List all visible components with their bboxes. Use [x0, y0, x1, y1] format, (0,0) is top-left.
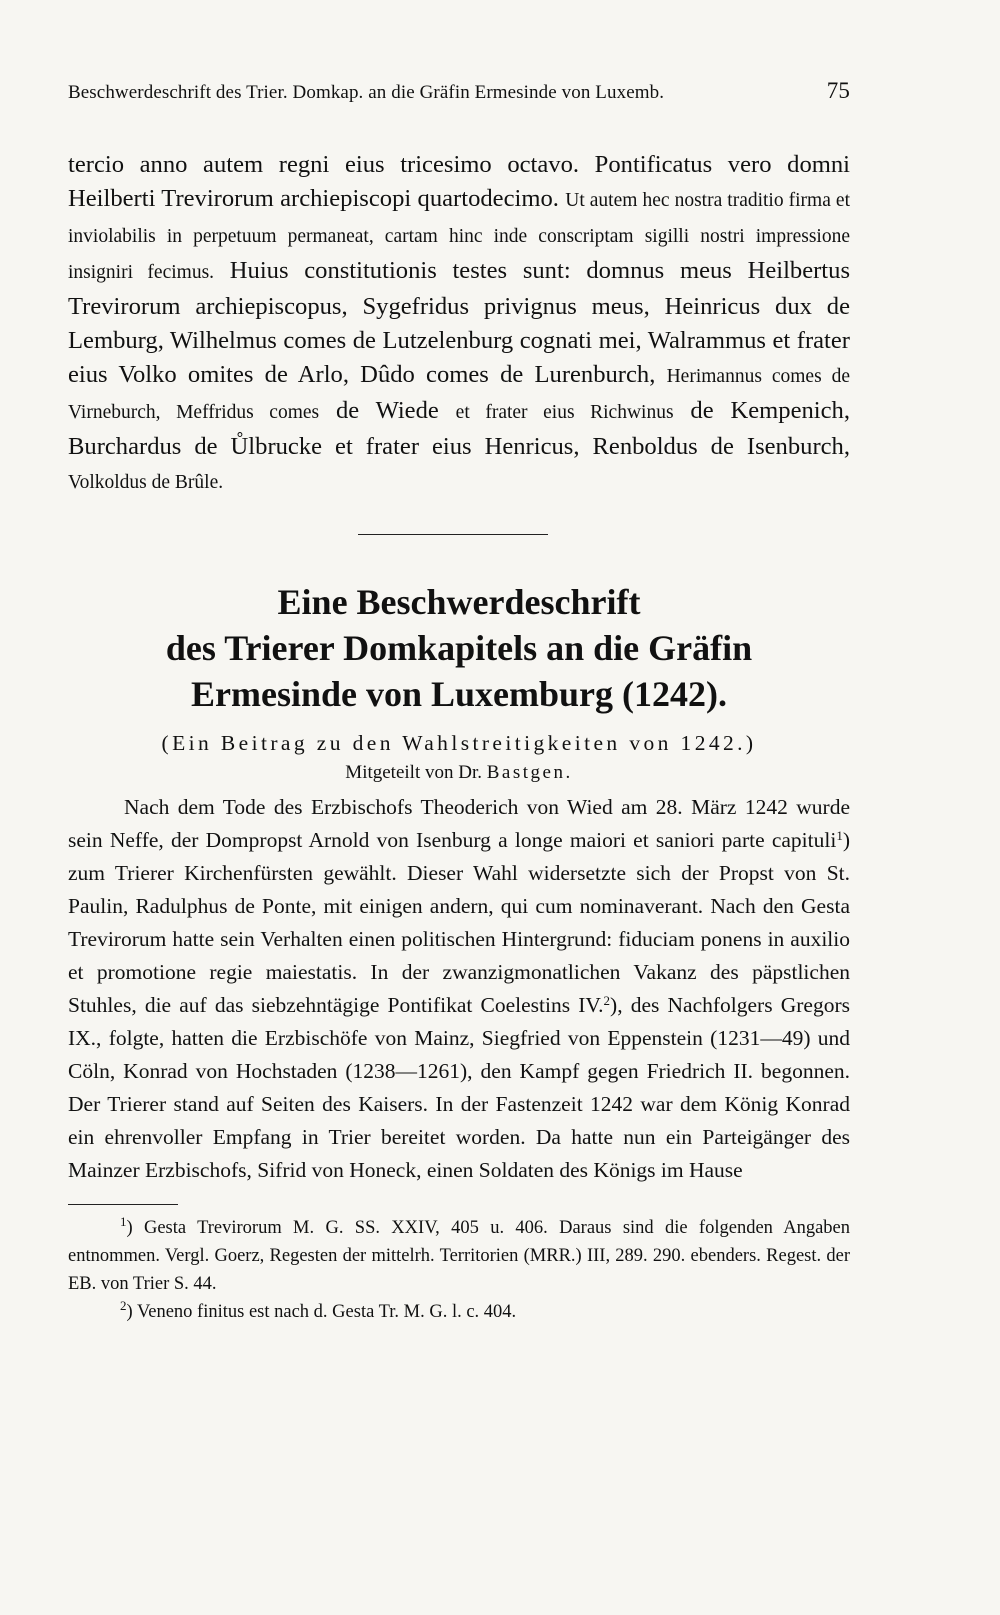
article-title-line: Ermesinde von Luxemburg (1242). — [190, 674, 727, 714]
charter-segment: de Kempenich, Burchardus de Ůlbrucke et frater eius Henricus, Renboldus de Isenburch, — [68, 397, 850, 460]
footnote-ref: 2 — [603, 993, 611, 1008]
footnote-marker: 2 — [120, 1298, 127, 1313]
author-line — [68, 761, 850, 785]
footnote-text: ) Veneno finitus est nach d. Gesta Tr. M. G. l. c. 404. — [126, 1302, 517, 1322]
section-separator — [358, 534, 548, 535]
page-number: 75 — [826, 78, 850, 103]
charter-segment-small: Ut autem hec nostra traditio firma et inviolabilis in perpetuum permaneat, cartam hinc inde conscriptam sigilli nostri impressione insigniri fecimus. — [68, 190, 850, 283]
running-head-title: Beschwerdeschrift des Trier. Domkap. an die Gräfin Ermesinde von Luxemb. — [68, 82, 665, 103]
charter-segment: Huius constitutionis testes sunt: domnus meus Heilbertus Trevirorum archiepiscopus, Sygefridus privignus meus, Heinricus dux de Lemburg, Wilhelmus comes de Lutzelenburg cognati mei, Walrammus et frater eius Volko omites de Arlo, Dûdo comes de Lurenburch, — [68, 257, 851, 388]
footnote-rule — [68, 1204, 178, 1205]
charter-segment: tercio anno autem regni eius tricesimo octavo. Pontificatus vero domni Heilberti Trevirorum archiepiscopi quartodecimo. — [68, 151, 850, 212]
author-name: Bastgen. — [486, 762, 573, 783]
body-paragraph — [68, 791, 850, 1187]
charter-segment-small: Volkoldus de Brûle. — [68, 472, 224, 493]
article-title — [68, 579, 850, 717]
body-text-part: ) zum Trierer Kirchenfürsten gewählt. Dieser Wahl widersetzte sich der Propst von St. Paulin, Radulphus de Ponte, mit einigen andern, qui cum nominaverant. Nach den Gesta Trevirorum hatte sein Verhalten einen politischen Hintergrund: fiduciam ponens in auxilio et promotione regie maiestatis. In der zwanzigmonatlichen Vakanz des päpstlichen Stuhles, die auf das siebzehntägige Pontifikat Coelestins IV. — [68, 828, 850, 1017]
charter-segment: de Wiede — [335, 397, 439, 424]
body-text-part: ), des Nachfolgers Gregors IX., folgte, hatten die Erzbischöfe von Mainz, Siegfried von Eppenstein (1231—49) und Cöln, Konrad von Hochstaden (1238—1261), den Kampf gegen Friedrich II. begonnen. Der Trierer stand auf Seiten des Kaisers. In der Fastenzeit 1242 war dem König Konrad ein ehrenvoller Empfang in Trier bereitet worden. Da hatte nun ein Parteigänger des Mainzer Erzbischofs, Sifrid von Honeck, einen Soldaten des Königs im Hause — [68, 993, 850, 1182]
footnote — [68, 1214, 850, 1298]
footnote-text: ) Gesta Trevirorum M. G. SS. XXIV, 405 u. 406. Daraus sind die folgenden Angaben entnommen. Vergl. Goerz, Regesten der mittelrh. Territorien (MRR.) III, 289. 290. ebenders. Regest. der EB. von Trier S. 44. — [68, 1218, 850, 1294]
charter-segment-small: et frater eius Richwinus — [455, 402, 674, 423]
charter-text — [68, 148, 850, 500]
running-head — [68, 78, 850, 104]
article-title-line: des Trierer Domkapitels an die Gräfin — [165, 628, 753, 668]
footnote-marker: 1 — [120, 1214, 127, 1229]
body-text-part: Nach dem Tode des Erzbischofs Theoderich von Wied am 28. März 1242 wurde sein Neffe, der Dompropst Arnold von Isenburg a longe maiori et saniori parte capituli — [68, 795, 850, 852]
article-subtitle: (Ein Beitrag zu den Wahlstreitigkeiten von 1242.) — [161, 731, 757, 755]
author-prefix: Mitgeteilt von Dr. — [345, 762, 482, 783]
charter-segment-small: Herimannus comes de Virneburch, Meffridus comes — [68, 366, 850, 423]
footnote — [68, 1298, 850, 1326]
article-title-line: Eine Beschwerdeschrift — [277, 582, 641, 622]
footnote-ref: 1 — [836, 828, 843, 843]
